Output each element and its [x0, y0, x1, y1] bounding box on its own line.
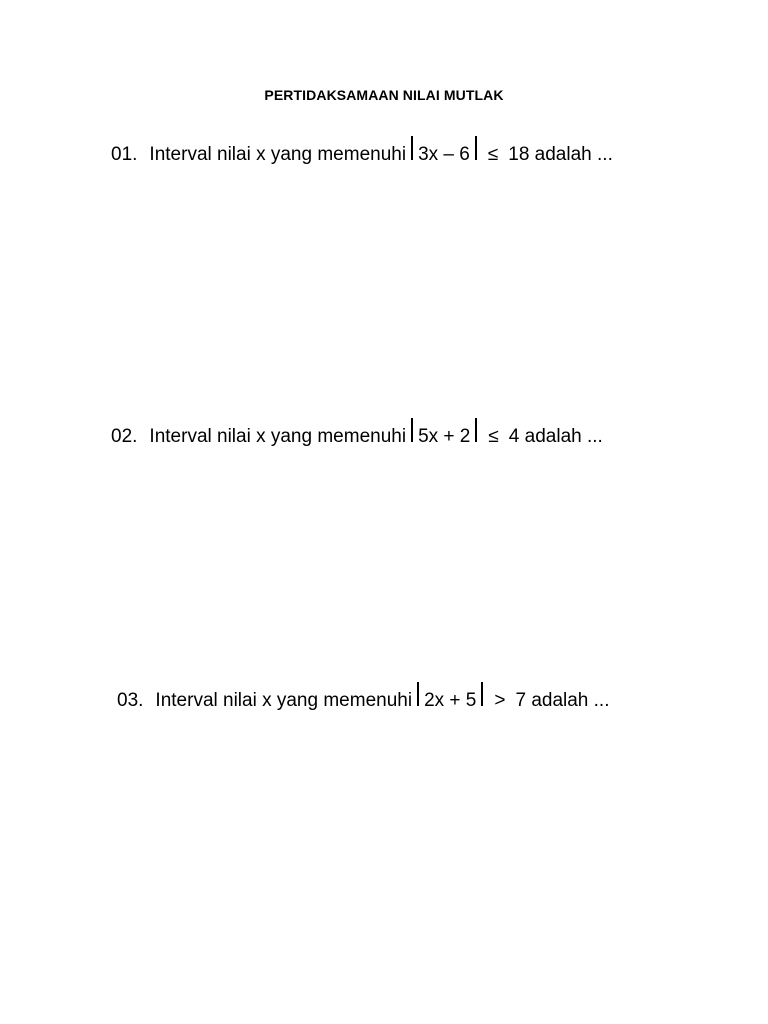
problem-suffix: 18 adalah ...: [508, 144, 613, 165]
abs-expression: 2x + 5: [424, 690, 477, 711]
abs-expression: 5x + 2: [418, 426, 471, 447]
relation-symbol: >: [494, 690, 506, 711]
problem-number: 03.: [117, 690, 144, 711]
abs-bar-right: [481, 682, 483, 706]
page-title: PERTIDAKSAMAAN NILAI MUTLAK: [264, 87, 504, 103]
problem-text: Interval nilai x yang memenuhi: [149, 144, 407, 165]
problem-3: [117, 682, 610, 713]
problem-text: Interval nilai x yang memenuhi: [149, 426, 407, 447]
abs-bar-right: [475, 136, 477, 160]
problem-suffix: 4 adalah ...: [508, 426, 603, 447]
abs-bar-right: [475, 418, 477, 442]
problem-2: [111, 418, 603, 449]
relation-symbol: ≤: [488, 426, 499, 447]
abs-bar-left: [411, 418, 413, 442]
abs-bar-left: [417, 682, 419, 706]
abs-bar-left: [411, 136, 413, 160]
problem-number: 02.: [111, 426, 138, 447]
problem-suffix: 7 adalah ...: [515, 690, 610, 711]
relation-symbol: ≤: [487, 144, 499, 165]
problem-number: 01.: [111, 144, 138, 165]
abs-expression: 3x – 6: [418, 144, 470, 165]
problem-1: [111, 136, 613, 167]
problem-text: Interval nilai x yang memenuhi: [155, 690, 413, 711]
